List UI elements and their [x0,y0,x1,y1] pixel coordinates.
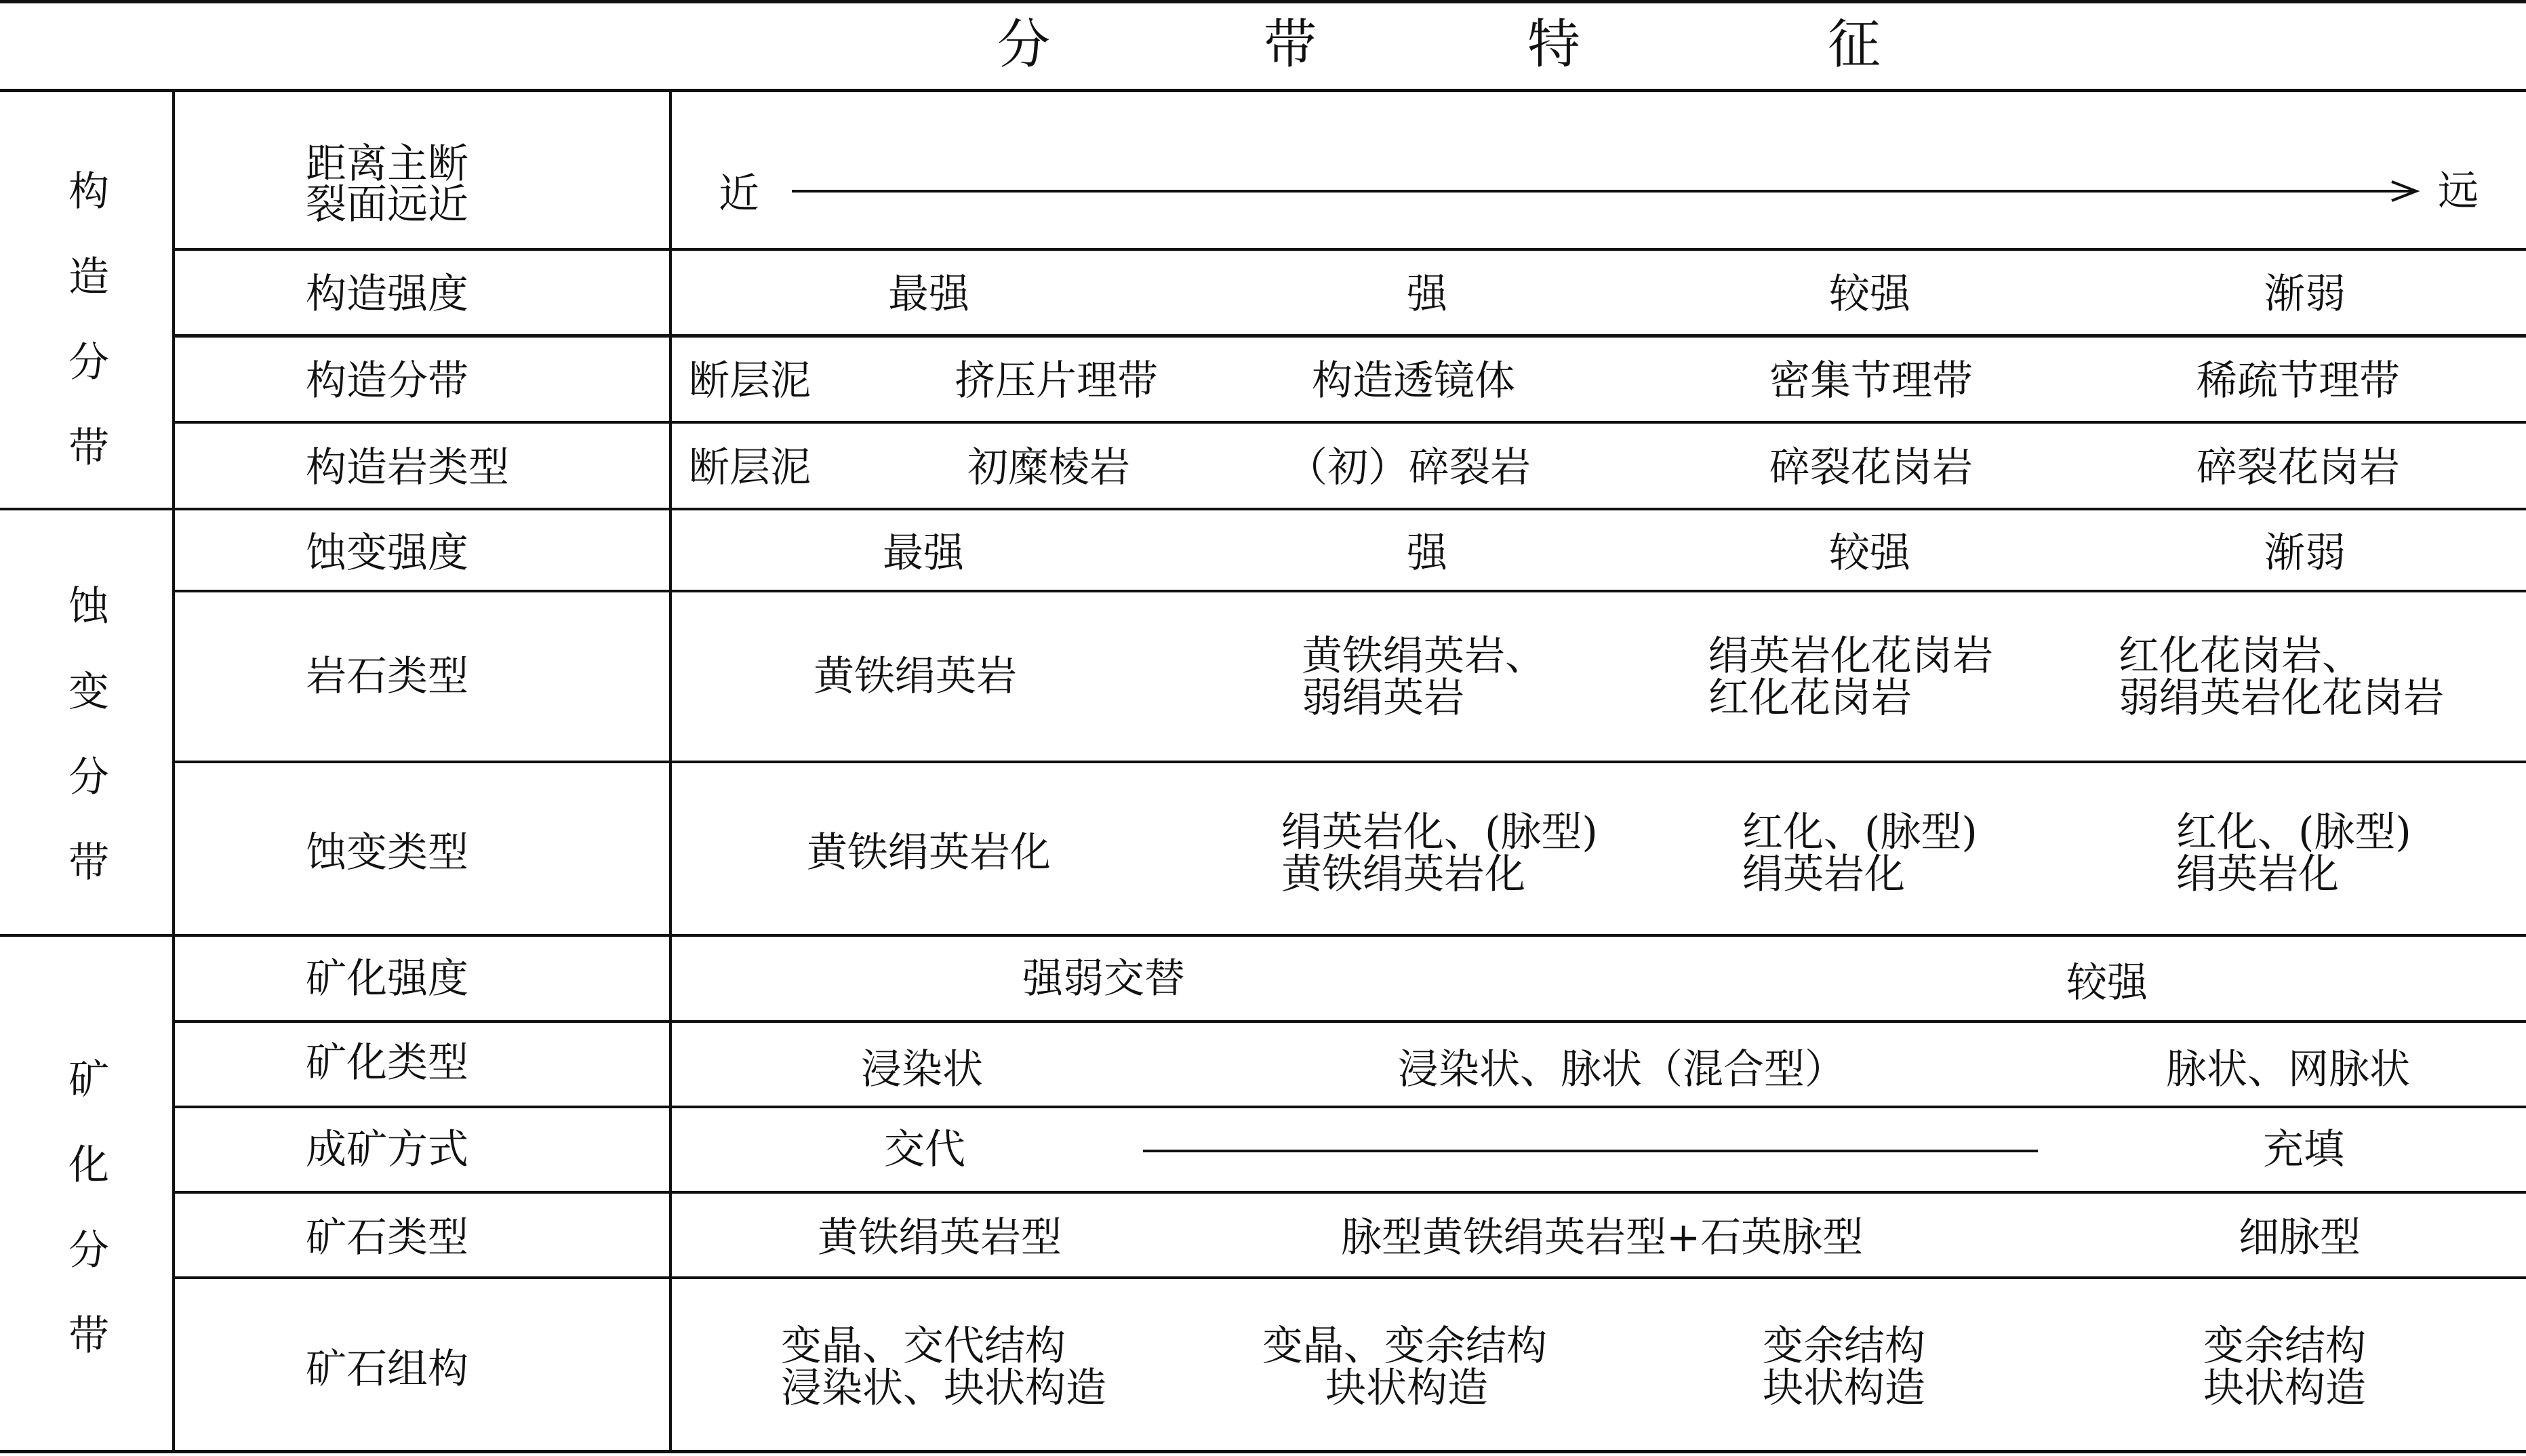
cell: 渐弱 [2264,270,2346,318]
header-title-char: 特 [1527,14,1581,75]
row-label: 构造岩类型 [306,444,509,491]
group-char: 蚀 [68,583,109,630]
rule-col-label [669,90,672,1452]
cell: 浸染状、块状构造 [781,1364,1106,1412]
ore-mode-transition-line [1143,1150,2038,1152]
rule-row [174,334,2526,338]
cell: 红化、(脉型) [2176,809,2411,856]
cell: 变余结构 [2203,1322,2366,1370]
cell: 块状构造 [1325,1364,1488,1412]
header-title-char: 征 [1827,14,1881,75]
group-char: 化 [68,1141,109,1189]
rule-row [174,761,2526,763]
cell: 红化花岗岩、 [2119,632,2363,680]
row-label: 距离主断 [306,140,468,188]
cell: 稀疏节理带 [2197,357,2400,405]
cell: 弱绢英岩 [1302,674,1464,722]
cell: 脉状、网脉状 [2166,1046,2410,1093]
cell: 黄铁绢英岩型 [818,1214,1062,1261]
distance-far: 远 [2438,167,2479,215]
cell: 较强 [1829,270,1910,318]
rule-row [174,421,2526,424]
distance-near: 近 [719,170,759,218]
rule-col-group [172,90,175,1452]
rule-top [0,0,2526,3]
group-char: 分 [68,1227,109,1274]
rule-row [174,1191,2526,1194]
cell: 脉型黄铁绢英岩型+石英脉型 [1341,1214,1864,1261]
header-title-char: 分 [997,14,1051,75]
cell: 强 [1407,270,1447,318]
row-label: 矿石类型 [306,1214,468,1261]
row-label: 矿化强度 [306,955,468,1003]
cell: 黄铁绢英岩化 [807,829,1051,876]
cell: 绢英岩化、(脉型) [1281,809,1598,856]
row-label: 矿化类型 [306,1039,468,1087]
cell: 最强 [883,529,964,577]
cell: 绢英岩化花岗岩 [1708,632,1993,680]
group-char: 带 [68,424,109,472]
cell: 浸染状 [861,1046,983,1093]
cell: 绢英岩化 [2176,851,2339,898]
cell: 最强 [888,270,969,318]
cell: 断层泥 [689,444,811,491]
row-label: 裂面远近 [306,181,468,228]
cell: 构造透镜体 [1312,357,1515,405]
cell: 块状构造 [1763,1364,1925,1412]
cell: 黄铁绢英岩、 [1302,632,1546,680]
cell: 细脉型 [2239,1214,2361,1261]
cell: 渐弱 [2264,529,2346,577]
header-title-char: 带 [1263,14,1317,75]
group-char: 造 [68,254,109,301]
cell: 碎裂花岗岩 [1769,444,1973,491]
group-label-mineralization [62,1037,116,1379]
cell: 绢英岩化 [1742,851,1905,898]
cell: 红化花岗岩 [1708,674,1912,722]
group-char: 构 [68,168,109,216]
group-char: 带 [68,1312,109,1360]
cell: 黄铁绢英岩化 [1281,851,1525,898]
group-char: 变 [68,668,109,716]
cell: 变晶、变余结构 [1262,1322,1547,1370]
row-label: 成矿方式 [306,1126,468,1173]
cell: 浸染状、脉状（混合型） [1398,1046,1845,1093]
row-label: 矿石组构 [306,1346,468,1393]
cell: （初）碎裂岩 [1287,444,1531,491]
rule-row [174,590,2526,592]
group-char: 矿 [68,1056,109,1104]
distance-arrow [786,178,2427,205]
row-label: 岩石类型 [306,653,468,700]
group-label-structural [62,149,116,491]
rule-group [0,934,2526,937]
rule-row [174,1106,2526,1108]
cell: 较强 [2066,959,2148,1007]
row-label: 构造分带 [306,357,468,405]
cell: 弱绢英岩化花岗岩 [2119,674,2444,722]
rule-group [0,508,2526,510]
group-char: 分 [68,339,109,386]
rule-bottom [0,1450,2526,1453]
group-char: 分 [68,754,109,801]
cell: 断层泥 [689,357,811,405]
cell: 碎裂花岗岩 [2197,444,2400,491]
cell: 红化、(脉型) [1742,809,1978,856]
cell: 较强 [1829,529,1910,577]
cell: 强 [1407,529,1447,577]
rule-row [174,248,2526,251]
row-label: 蚀变类型 [306,829,468,876]
cell: 变余结构 [1763,1322,1925,1370]
group-label-alteration [62,564,116,906]
cell: 初糜棱岩 [967,444,1130,491]
row-label: 蚀变强度 [306,529,468,577]
cell: 块状构造 [2203,1364,2366,1412]
group-char: 带 [68,839,109,887]
cell: 充填 [2263,1126,2344,1173]
cell: 强弱交替 [1022,955,1185,1003]
cell: 挤压片理带 [955,357,1158,405]
cell: 密集节理带 [1769,357,1973,405]
cell: 变晶、交代结构 [781,1322,1066,1370]
cell: 黄铁绢英岩 [814,653,1017,700]
cell: 交代 [884,1126,965,1173]
rule-row [174,1276,2526,1279]
rule-header-bottom [0,89,2526,92]
row-label: 构造强度 [306,270,468,318]
rule-row [174,1020,2526,1023]
